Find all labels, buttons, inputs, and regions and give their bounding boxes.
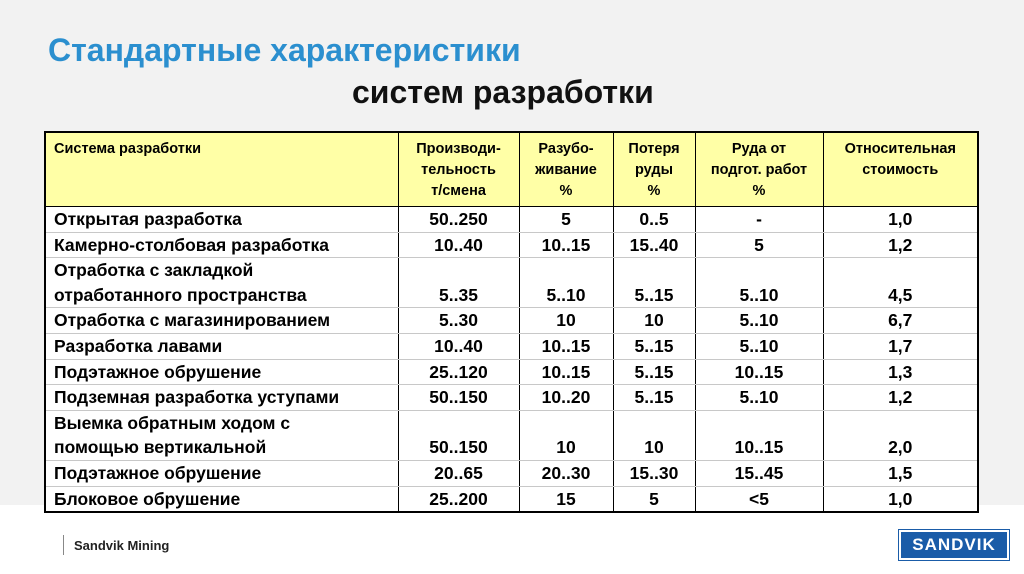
system-name-line: Блоковое обрушение xyxy=(54,488,241,509)
cell-relative-cost: 2,0 xyxy=(823,410,978,460)
cell-dilution: 10 xyxy=(519,410,613,460)
cell-development-ore: - xyxy=(695,207,823,233)
cell-relative-cost: 1,2 xyxy=(823,232,978,258)
cell-dilution: 10 xyxy=(519,308,613,334)
system-name-line: помощью вертикальной xyxy=(54,437,267,458)
cell-system-name xyxy=(45,308,398,334)
table-row xyxy=(45,308,978,334)
footer-divider xyxy=(63,535,64,555)
cell-ore-loss: 0..5 xyxy=(613,207,695,233)
cell-development-ore: 15..45 xyxy=(695,460,823,486)
cell-relative-cost: 6,7 xyxy=(823,308,978,334)
table-body xyxy=(45,207,978,513)
cell-ore-loss: 10 xyxy=(613,410,695,460)
cell-relative-cost: 1,3 xyxy=(823,359,978,385)
cell-system-name xyxy=(45,410,398,460)
cell-development-ore: 5..10 xyxy=(695,333,823,359)
system-name-line: Подземная разработка уступами xyxy=(54,387,340,408)
cell-productivity: 25..200 xyxy=(398,486,519,512)
cell-dilution: 10..15 xyxy=(519,232,613,258)
cell-dilution: 20..30 xyxy=(519,460,613,486)
cell-productivity: 50..250 xyxy=(398,207,519,233)
table-row xyxy=(45,258,978,308)
header-dilution: Разубо- живание % xyxy=(519,132,613,207)
cell-dilution: 10..20 xyxy=(519,385,613,411)
cell-productivity: 5..30 xyxy=(398,308,519,334)
cell-relative-cost: 1,7 xyxy=(823,333,978,359)
table-row xyxy=(45,385,978,411)
table-row xyxy=(45,460,978,486)
cell-development-ore: 5 xyxy=(695,232,823,258)
cell-dilution: 10..15 xyxy=(519,359,613,385)
cell-dilution: 5 xyxy=(519,207,613,233)
table-header-row xyxy=(45,132,978,207)
cell-relative-cost: 4,5 xyxy=(823,258,978,308)
table-row xyxy=(45,359,978,385)
footer-company: Sandvik Mining xyxy=(74,538,170,553)
slide-title-line2: систем разработки xyxy=(352,74,654,110)
cell-development-ore: 10..15 xyxy=(695,410,823,460)
cell-ore-loss: 10 xyxy=(613,308,695,334)
cell-ore-loss: 5 xyxy=(613,486,695,512)
system-name-line: Камерно-столбовая разработка xyxy=(54,234,330,255)
header-development-ore: Руда от подгот. работ % xyxy=(695,132,823,207)
cell-productivity: 50..150 xyxy=(398,385,519,411)
sandvik-logo: SANDVIK xyxy=(899,530,1009,560)
characteristics-table xyxy=(44,131,979,513)
cell-productivity: 50..150 xyxy=(398,410,519,460)
cell-dilution: 5..10 xyxy=(519,258,613,308)
slide-title-line1: Стандартные характеристики xyxy=(48,32,521,68)
cell-productivity: 5..35 xyxy=(398,258,519,308)
system-name-line: Отработка с магазинированием xyxy=(54,310,331,331)
cell-relative-cost: 1,0 xyxy=(823,207,978,233)
system-name-line: Подэтажное обрушение xyxy=(54,361,262,382)
cell-system-name xyxy=(45,232,398,258)
system-name-line: Отработка с закладкой xyxy=(54,260,254,281)
header-system: Система разработки xyxy=(45,132,398,207)
table-row xyxy=(45,333,978,359)
cell-productivity: 10..40 xyxy=(398,232,519,258)
cell-development-ore: 5..10 xyxy=(695,385,823,411)
cell-ore-loss: 5..15 xyxy=(613,333,695,359)
cell-development-ore: 10..15 xyxy=(695,359,823,385)
table-row xyxy=(45,232,978,258)
system-name-line: Разработка лавами xyxy=(54,335,223,356)
cell-system-name xyxy=(45,486,398,512)
cell-productivity: 10..40 xyxy=(398,333,519,359)
cell-relative-cost: 1,5 xyxy=(823,460,978,486)
table-row xyxy=(45,410,978,460)
cell-productivity: 25..120 xyxy=(398,359,519,385)
cell-system-name xyxy=(45,385,398,411)
cell-ore-loss: 5..15 xyxy=(613,385,695,411)
cell-relative-cost: 1,2 xyxy=(823,385,978,411)
header-relative-cost: Относительная стоимость xyxy=(823,132,978,207)
cell-dilution: 15 xyxy=(519,486,613,512)
cell-system-name xyxy=(45,207,398,233)
cell-ore-loss: 5..15 xyxy=(613,359,695,385)
cell-system-name xyxy=(45,258,398,308)
cell-system-name xyxy=(45,333,398,359)
cell-relative-cost: 1,0 xyxy=(823,486,978,512)
system-name-line: отработанного пространства xyxy=(54,284,307,305)
cell-ore-loss: 15..30 xyxy=(613,460,695,486)
cell-development-ore: <5 xyxy=(695,486,823,512)
header-productivity: Производи- тельность т/смена xyxy=(398,132,519,207)
system-name-line: Подэтажное обрушение xyxy=(54,462,262,483)
header-ore-loss: Потеря руды % xyxy=(613,132,695,207)
table-row xyxy=(45,486,978,512)
cell-ore-loss: 15..40 xyxy=(613,232,695,258)
cell-development-ore: 5..10 xyxy=(695,308,823,334)
cell-ore-loss: 5..15 xyxy=(613,258,695,308)
cell-dilution: 10..15 xyxy=(519,333,613,359)
cell-system-name xyxy=(45,359,398,385)
cell-productivity: 20..65 xyxy=(398,460,519,486)
system-name-line: Выемка обратным ходом с xyxy=(54,412,291,433)
table-row xyxy=(45,207,978,233)
cell-system-name xyxy=(45,460,398,486)
system-name-line: Открытая разработка xyxy=(54,209,242,229)
cell-development-ore: 5..10 xyxy=(695,258,823,308)
